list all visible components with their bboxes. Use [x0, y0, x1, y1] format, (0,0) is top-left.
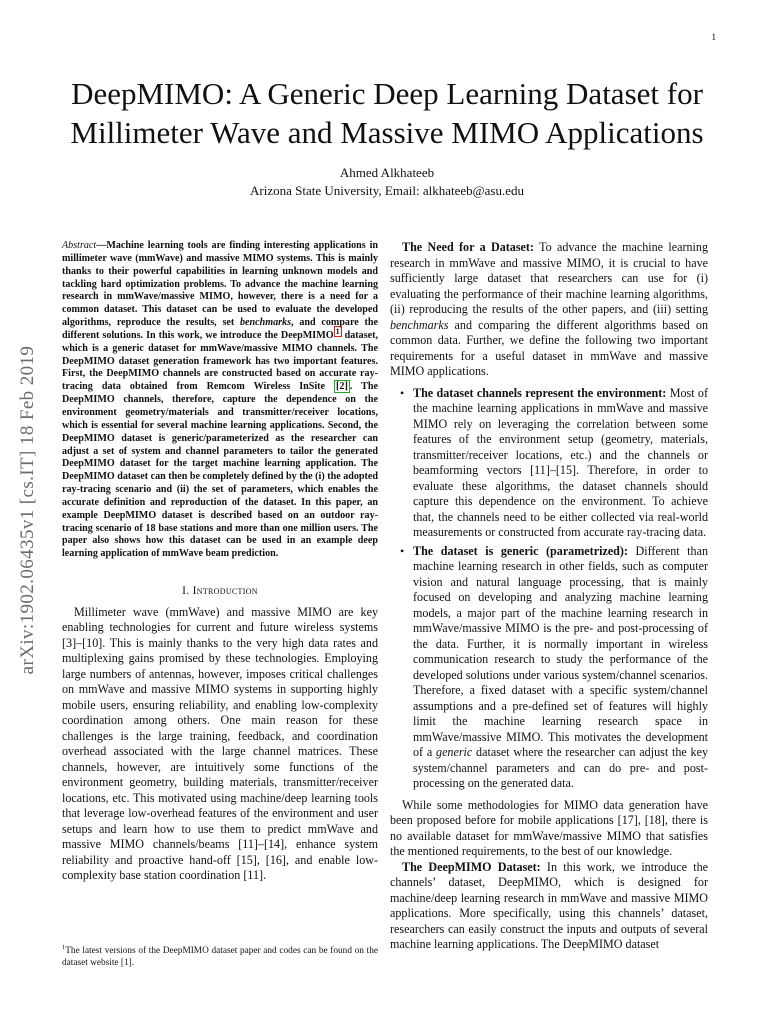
need-for-dataset-label: The Need for a Dataset: [402, 240, 534, 254]
list-item-text: Most of the machine learning applications in mmWave and massive MIMO rely on leveraging the correlation between some features of the environment setup (geometry, materials, transmitter/receiver locations, etc.) and the channels or beamforming vectors [11]–[15]. Therefore, in order to evaluate these algorithms, the dataset channels should capture this dependence on the environment. To achieve that, the channels need to be either collected via real-world measurements or constructed from accurate ray-tracing data. [413, 385, 708, 539]
prior-work-paragraph: While some methodologies for MIMO data generation have been proposed before for mobile applications [17], [18], there is no available dataset for mmWave/massive MIMO that satisfies the mentioned requirements, to the best of our knowledge. [390, 797, 708, 858]
arxiv-identifier-stamp [6, 280, 50, 740]
citation-link[interactable]: [2] [336, 381, 348, 393]
bullet-icon: • [400, 385, 405, 400]
paper-title: DeepMIMO: A Generic Deep Learning Dataset for Millimeter Wave and Massive MIMO Applications [70, 76, 704, 150]
list-item: • The dataset is generic (parametrized): Different than machine learning research in other fields, such as computer vision and natural language processing, that is mainly focused on developing and analyzing machine learning models, a major part of the machine learning research in mmWave/massive MIMO is the pre- and post-processing of the data. Further, it is normally important in wireless communication research to study the performance of the developed solutions under various system/channel scenarios. Therefore, a fixed dataset with a specific system/channel assumptions and a pre-defined set of features will highly limit the machine learning research space in mmWave/massive MIMO. This motivates the development of a generic dataset where the researcher can adjust the key system/channel parameters and can do pre- and post-processing on the generated data. [400, 543, 708, 790]
benchmarks-emphasis: benchmarks [390, 317, 449, 332]
author-name: Ahmed Alkhateeb [339, 165, 435, 180]
list-item-label: The dataset is generic (parametrized): [413, 543, 628, 558]
footnote-text: The latest versions of the DeepMIMO dataset paper and codes can be found on the dataset website [1]. [62, 946, 378, 968]
author-affiliation: Arizona State University, Email: alkhateeb@asu.edu [250, 183, 524, 198]
left-column [62, 240, 378, 884]
deepmimo-dataset-label: The DeepMIMO Dataset: [402, 859, 541, 874]
deepmimo-dataset-paragraph: The DeepMIMO Dataset: In this work, we introduce the channels’ dataset, DeepMIMO, which is designed for machine/deep learning research in mmWave and massive MIMO applications. More specifically, using this channels’ dataset, researchers can easily construct the inputs and outputs of several machine learning applications. The DeepMIMO dataset [390, 859, 708, 951]
page-number: 1 [711, 32, 716, 42]
paper-header [54, 74, 720, 200]
list-item [400, 385, 708, 541]
footnote-link[interactable]: 1 [335, 326, 340, 336]
need-for-dataset-paragraph: The Need for a Dataset: To advance the machine learning research in mmWave and massive MIMO, it is crucial to have sufficiently large dataset that researchers can use for (i) evaluating the performance of their machine learning algorithms, (ii) reproducing the results of the other papers, and (iii) setting benchmarks and comparing the different algorithms based on common data. Further, we define the following two important requirements for a useful dataset in mmWave and massive MIMO applications. [390, 240, 709, 378]
footnote [62, 942, 378, 969]
generic-emphasis: generic [436, 745, 473, 759]
requirements-list [390, 386, 708, 792]
abstract: Abstract—Machine learning tools are finding interesting applications in millimeter wave (mmWave) and massive MIMO systems. This is mainly thanks to their powerful capabilities in learning unknown models and tackling hard optimization problems. To advance the machine learning research in mmWave/massive MIMO, however, there is a need for a common dataset. This dataset can be used to evaluate the developed algorithms, reproduce the results, set benchmarks, and compare the different solutions. In this work, we introduce the DeepMIMO $^1$ dataset, which is a generic dataset for mmWave/massive MIMO channels. The DeepMIMO dataset generation framework has two important features. First, the DeepMIMO channels are constructed based on accurate ray-tracing data obtained from Remcom Wireless InSite [2] . The DeepMIMO channels, therefore, capture the dependence on the environment geometry/materials and transmitter/receiver locations, which is essential for several machine learning applications. Second, the DeepMIMO dataset is generic/parameterized as the researcher can adjust a set of system and channel parameters to tailor the generated DeepMIMO dataset for the target machine learning application. The DeepMIMO dataset can then be completely defined by the (i) the adopted ray-tracing scenario and (ii) the set of parameters, which enables the accurate definition and reproduction of the dataset. In this paper, an example DeepMIMO dataset is described based on an outdoor ray-tracing scenario of 18 base stations and more than one million users. The paper also shows how this dataset can be used in an example deep learning application of mmWave beam prediction. [62, 240, 379, 560]
footnote-mark: 1 [62, 944, 66, 951]
list-item-label: The dataset channels represent the environment: [413, 385, 667, 400]
bullet-icon: • [400, 543, 405, 558]
author-block [54, 164, 720, 200]
arxiv-identifier-text: arXiv:1902.06435v1 [cs.IT] 18 Feb 2019 [17, 345, 38, 675]
section-heading-introduction: I. Introduction [182, 585, 258, 598]
right-column [390, 240, 708, 953]
abstract-label: Abstract [62, 240, 97, 251]
introduction-paragraph: Millimeter wave (mmWave) and massive MIMO are key enabling technologies for current and future wireless systems [3]–[10]. This is mainly thanks to the very high data rates and multiplexing gains promised by these technologies. Employing large numbers of antennas, however, imposes critical challenges on mmWave and massive MIMO systems in supporting highly mobile users, ensuring reliability, and enabling low-complexity coordination among others. One main reason for these challenges is the large training, feedback, and coordination overhead associated with the large channel matrices. These channels, however, are intuitively some functions of the environment geometry, building materials, transmitter/receiver locations, etc. This motivated using machine/deep learning tools that leverage low-overhead features of the environment and user setups and learn how to use them to predict mmWave and massive MIMO channels/beams [11]–[14], enhance system reliability and proactive hand-off [15], [16], and enable low-complexity base station coordination [11]. [62, 604, 378, 883]
abstract-benchmarks-emphasis: benchmarks [240, 317, 292, 329]
